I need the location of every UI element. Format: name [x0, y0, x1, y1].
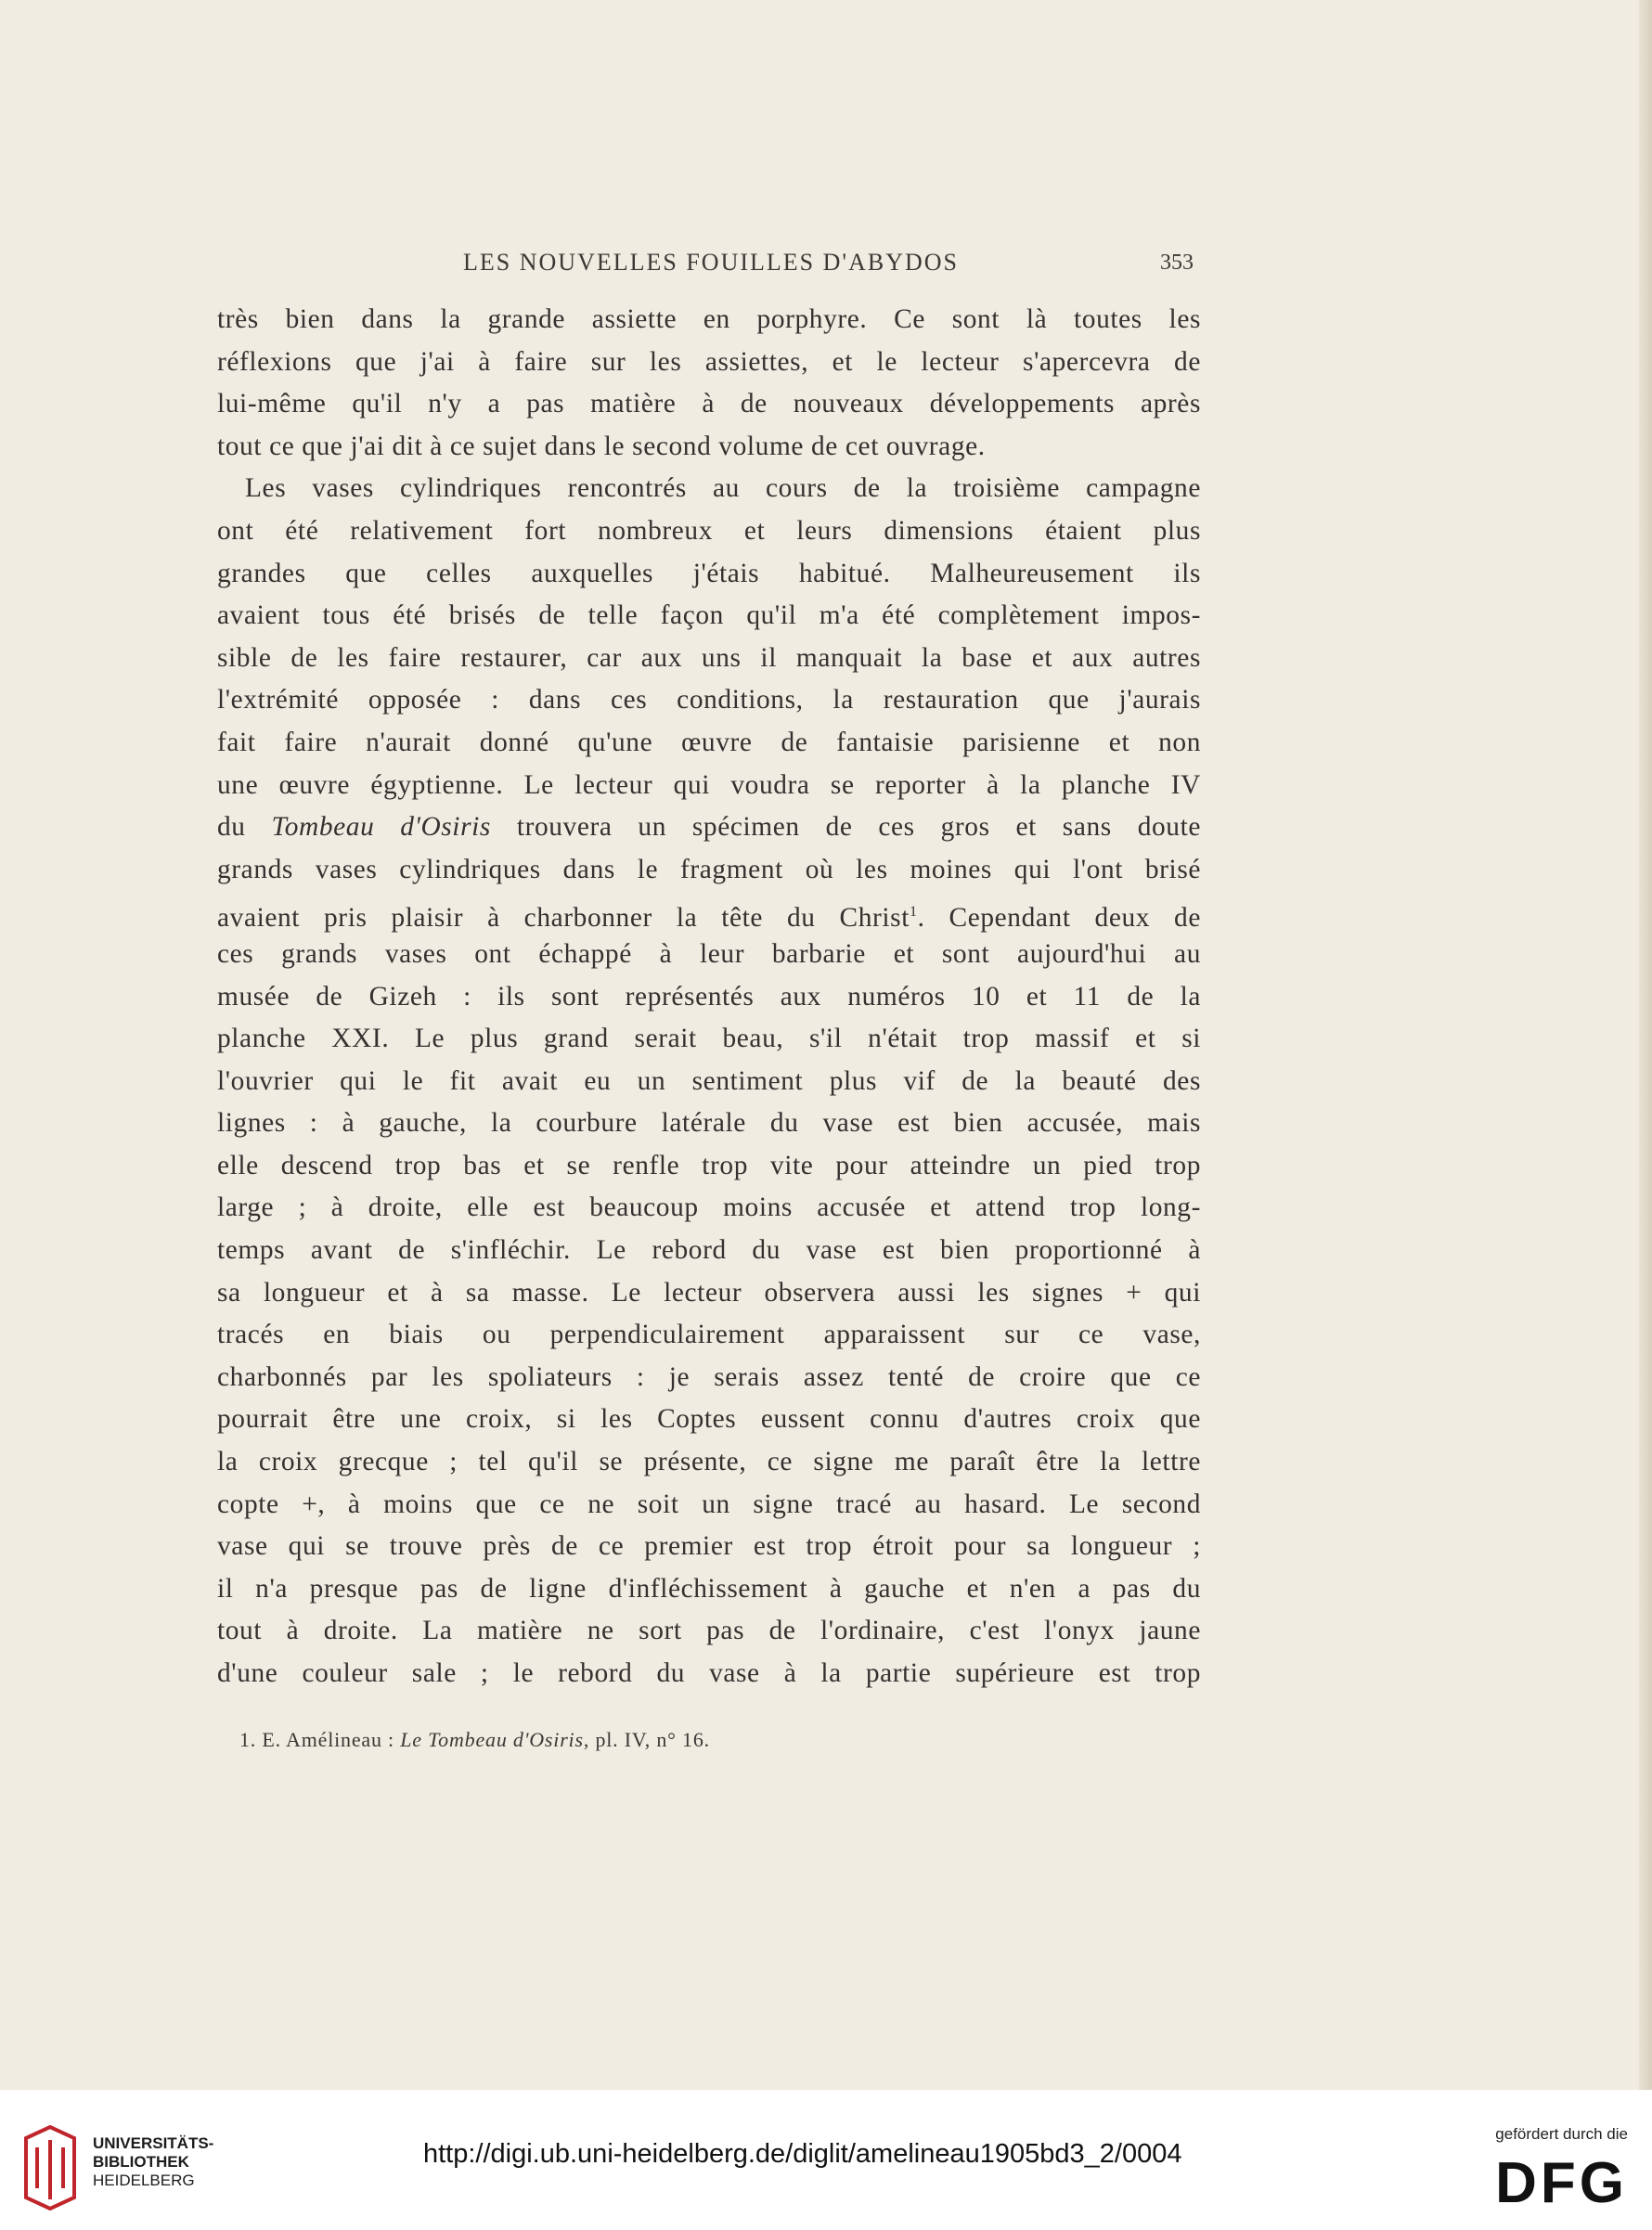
text-line: avaient tous été brisés de telle façon qu'il m'a été complètement impos- [217, 600, 1201, 631]
text-line: lignes : à gauche, la courbure latérale du vase est bien accusée, mais [217, 1108, 1201, 1139]
text-line: d'une couleur sale ; le rebord du vase à la partie supérieure est trop [217, 1658, 1201, 1688]
running-title: LES NOUVELLES FOUILLES D'ABYDOS [463, 249, 959, 276]
text-line: réflexions que j'ai à faire sur les assiettes, et le lecteur s'apercevra de [217, 346, 1201, 377]
text-line-with-italic-title [217, 806, 1201, 849]
text-line: l'ouvrier qui le fit avait eu un sentiment plus vif de la beauté des [217, 1065, 1201, 1096]
text-line: fait faire n'aurait donné qu'une œuvre de fantaisie parisienne et non [217, 727, 1201, 757]
text-line: grands vases cylindriques dans le fragment où les moines qui l'ont brisé [217, 854, 1201, 884]
text-line: temps avant de s'infléchir. Le rebord du vase est bien proportionné à [217, 1235, 1201, 1266]
text-line: très bien dans la grande assiette en porphyre. Ce sont là toutes les [217, 304, 1201, 334]
funder-text: gefördert durch die [1495, 2125, 1628, 2143]
text-line: vase qui se trouve près de ce premier est trop étroit pour sa longueur ; [217, 1531, 1201, 1562]
text-line: Les vases cylindriques rencontrés au cours de la troisième campagne [245, 473, 1201, 504]
text-line: pourrait être une croix, si les Coptes eussent connu d'autres croix que [217, 1404, 1201, 1435]
line-rest: trouvera un spécimen de ces gros et sans doute [516, 812, 1201, 843]
text-line: il n'a presque pas de ligne d'infléchissement à gauche et n'en a pas du [217, 1573, 1201, 1604]
body-text [217, 299, 1201, 1695]
ub-heidelberg-logo-icon[interactable] [17, 2125, 84, 2211]
running-head [223, 249, 1199, 282]
footnote-suffix: , pl. IV, n° 16. [583, 1728, 710, 1751]
footnote [239, 1728, 1075, 1752]
permalink-url[interactable]: http://digi.ub.uni-heidelberg.de/diglit/amelineau1905bd3_2/0004 [423, 2139, 1182, 2169]
library-name[interactable] [93, 2134, 213, 2190]
text-line: ont été relativement fort nombreux et leurs dimensions étaient plus [217, 515, 1201, 546]
text-line: grandes que celles auxquelles j'étais habitué. Malheureusement ils [217, 558, 1201, 588]
text-line: l'extrémité opposée : dans ces conditions, la restauration que j'aurais [217, 685, 1201, 715]
footnote-title: Le Tombeau d'Osiris [400, 1728, 584, 1751]
library-name-line3: HEIDELBERG [93, 2172, 195, 2189]
text-line: tracés en biais ou perpendiculairement apparaissent sur ce vase, [217, 1320, 1201, 1350]
text-line: elle descend trop bas et se renfle trop vite pour atteindre un pied trop [217, 1150, 1201, 1180]
text-line: une œuvre égyptienne. Le lecteur qui voudra se reporter à la planche IV [217, 769, 1201, 800]
line-prefix: du [217, 812, 272, 843]
italic-title: Tombeau d'Osiris [271, 812, 491, 843]
line-start: avaient pris plaisir à charbonner la tête du Christ [217, 903, 910, 934]
text-line: copte +, à moins que ce ne soit un signe tracé au hasard. Le second [217, 1489, 1201, 1519]
line-tail: . Cependant deux de [917, 903, 1201, 934]
page-edge-shadow [1639, 0, 1652, 2090]
footnote-prefix: 1. E. Amélineau : [239, 1728, 401, 1751]
text-line: musée de Gizeh : ils sont représentés aux numéros 10 et 11 de la [217, 981, 1201, 1012]
text-line: planche XXI. Le plus grand serait beau, s'il n'était trop massif et si [217, 1024, 1201, 1054]
dfg-logo-icon[interactable]: DFG [1495, 2151, 1628, 2215]
text-line: sa longueur et à sa masse. Le lecteur observera aussi les signes + qui [217, 1277, 1201, 1308]
page-number: 353 [1160, 251, 1194, 275]
text-line: ces grands vases ont échappé à leur barbarie et sont aujourd'hui au [217, 938, 1201, 969]
text-line: charbonnés par les spoliateurs : je serais assez tenté de croire que ce [217, 1361, 1201, 1392]
text-line: large ; à droite, elle est beaucoup moins accusée et attend trop long- [217, 1192, 1201, 1223]
footnote-ref: 1 [910, 904, 918, 921]
library-name-line1: UNIVERSITÄTS- [93, 2134, 214, 2152]
text-line-with-footnote-ref [217, 891, 1201, 934]
text-line: tout ce que j'ai dit à ce sujet dans le second volume de cet ouvrage. [217, 431, 986, 461]
library-name-line2: BIBLIOTHEK [93, 2153, 189, 2171]
text-line: sible de les faire restaurer, car aux uns il manquait la base et aux autres [217, 642, 1201, 673]
text-line: lui-même qu'il n'y a pas matière à de nouveaux développements après [217, 389, 1201, 419]
text-line: la croix grecque ; tel qu'il se présente, ce signe me paraît être la lettre [217, 1447, 1201, 1477]
text-line: tout à droite. La matière ne sort pas de l'ordinaire, c'est l'onyx jaune [217, 1616, 1201, 1646]
